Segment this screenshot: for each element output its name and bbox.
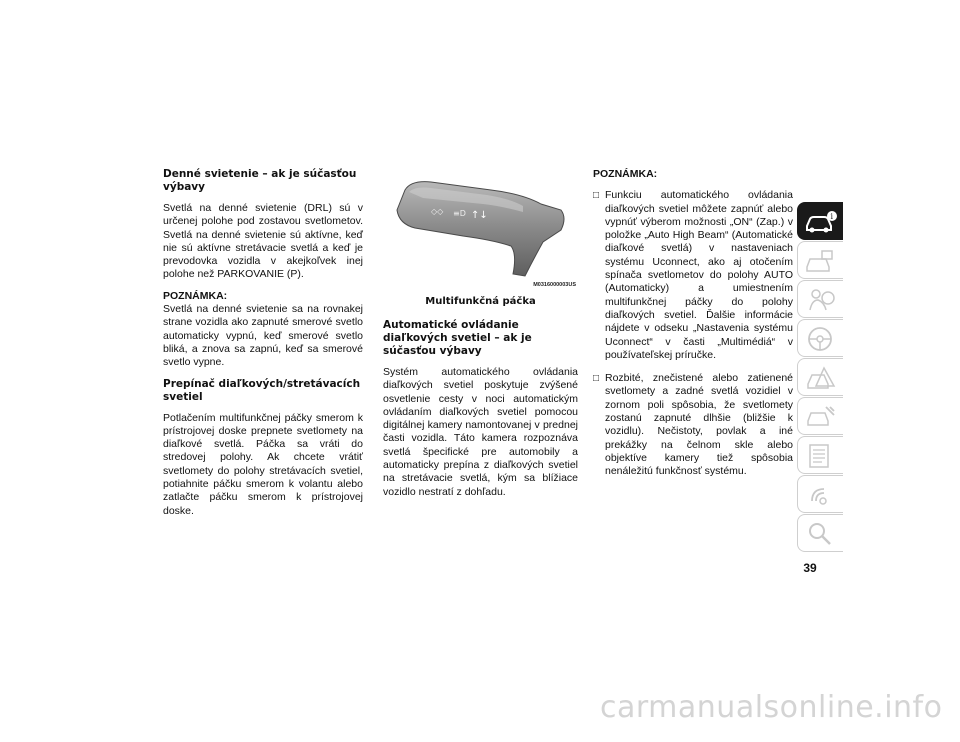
- lever-figure: [383, 168, 578, 288]
- tab-service[interactable]: [797, 397, 843, 435]
- watermark: carmanualsonline.info: [600, 690, 943, 725]
- specifications-list-icon: [804, 442, 838, 470]
- bullet-square-icon: □: [593, 373, 600, 385]
- roadside-emergency-icon: [804, 364, 838, 392]
- section-heading-switch: Prepínač diaľkových/stretávacích svetiel: [163, 377, 361, 403]
- bullet-square-icon: □: [593, 190, 600, 202]
- tab-specifications[interactable]: [797, 436, 843, 474]
- dashboard-warning-icon: [804, 247, 838, 275]
- column-left: [163, 168, 363, 526]
- tab-safety[interactable]: [797, 280, 843, 318]
- section-heading-drl: Denné svietenie – ak je súčasťou výbavy: [163, 168, 357, 193]
- multifunction-lever-image: [383, 168, 578, 286]
- safety-airbag-icon: [804, 286, 838, 314]
- bullet-text: Funkciu automatického ovládania diaľkových svetiel môžete zapnúť alebo vypnúť výberom možnosti „ON“ (Zap.) v položke „Auto High Beam“ (Automatické diaľkové svetlá) v nastaveniach systému Uconnect, ako aj otočením spínača svetlometov do polohy AUTO (Automaticky) a umiestnením multifunkčnej páčky do polohy diaľkových svetiel. Ďalšie informácie nájdete v odseku „Nastavenia systému Uconnect“ v časti „Multimédiá“ v používateľskej príručke.: [605, 189, 793, 361]
- tab-car-info[interactable]: [797, 202, 843, 240]
- column-middle: [383, 168, 578, 507]
- svg-text:i: i: [830, 212, 834, 221]
- car-info-icon: [804, 208, 838, 236]
- list-item: [593, 189, 793, 362]
- tab-multimedia[interactable]: [797, 475, 843, 513]
- svg-text:◇◇: ◇◇: [431, 207, 444, 216]
- tab-driving[interactable]: [797, 319, 843, 357]
- svg-text:≡D: ≡D: [453, 209, 466, 218]
- search-index-icon: [804, 520, 838, 548]
- note-title-right: POZNÁMKA:: [593, 168, 658, 180]
- note-paragraph: Svetlá na denné svietenie sa na rovnakej strane vozidla ako zapnuté smerové svetlo automaticky vypnú, keď smerové svetlo bliká, a znova sa zapnú, keď sa smerové svetlo vypne.: [163, 303, 363, 369]
- bullet-text: Rozbité, znečistené alebo zatienené svetlomety a zadné svetlá vozidiel v zornom poli spôsobia, že svetlomety zostanú zapnuté dlhšie (bližšie k vozidlu). Nečistoty, povlak a iné prekážky na čelnom skle alebo objektíve kamery tiež spôsobia nenáležitú funkčnosť systému.: [605, 372, 793, 478]
- car-service-icon: [804, 403, 838, 431]
- note-title: POZNÁMKA:: [163, 289, 228, 302]
- figure-code: M0316000003US: [533, 282, 576, 288]
- tab-index[interactable]: [797, 514, 843, 552]
- tab-dashboard[interactable]: [797, 241, 843, 279]
- section-heading-auto-high-beam: Automatické ovládanie diaľkových svetiel – ak je súčasťou výbavy: [383, 319, 532, 357]
- column-right: [593, 168, 793, 489]
- svg-text:↑↓: ↑↓: [471, 210, 488, 221]
- switch-paragraph: Potlačením multifunkčnej páčky smerom k prístrojovej doske prepnete svetlomety na diaľkové svetlá. Páčka sa vráti do stredovej polohy. Ak chcete vrátiť svetlomety do polohy stretávacích svetiel, potiahnite páčku smerom k volantu alebo zatlačte páčku smerom k prístrojovej doske.: [163, 411, 363, 517]
- auto-high-beam-paragraph: Systém automatického ovládania diaľkových svetiel poskytuje zvýšené osvetlenie cesty v noci automatickým ovládaním diaľkových svetiel pomocou digitálnej kamery namontovanej v prednej časti vozidla. Táto kamera rozpoznáva svetlá špecifické pre automobily a automaticky prepína z diaľkových svetiel na stretávacie svetlá, kým sa blížiace vozidlo nestratí z dohľadu.: [383, 366, 578, 498]
- drl-paragraph: Svetlá na denné svietenie (DRL) sú v určenej polohe pod zostavou svetlometov. Svetlá na denné svietenie sú aktívne, keď nie sú aktívne stretávacie svetlá a keď je prevodovka vozidla v akejkoľvek inej polohe než PARKOVANIE (P).: [163, 202, 363, 281]
- multimedia-icon: [804, 481, 838, 509]
- steering-wheel-icon: [804, 325, 838, 353]
- page-number: 39: [803, 561, 817, 575]
- tab-emergency[interactable]: [797, 358, 843, 396]
- figure-caption: Multifunkčná páčka: [425, 296, 536, 307]
- list-item: [593, 372, 793, 478]
